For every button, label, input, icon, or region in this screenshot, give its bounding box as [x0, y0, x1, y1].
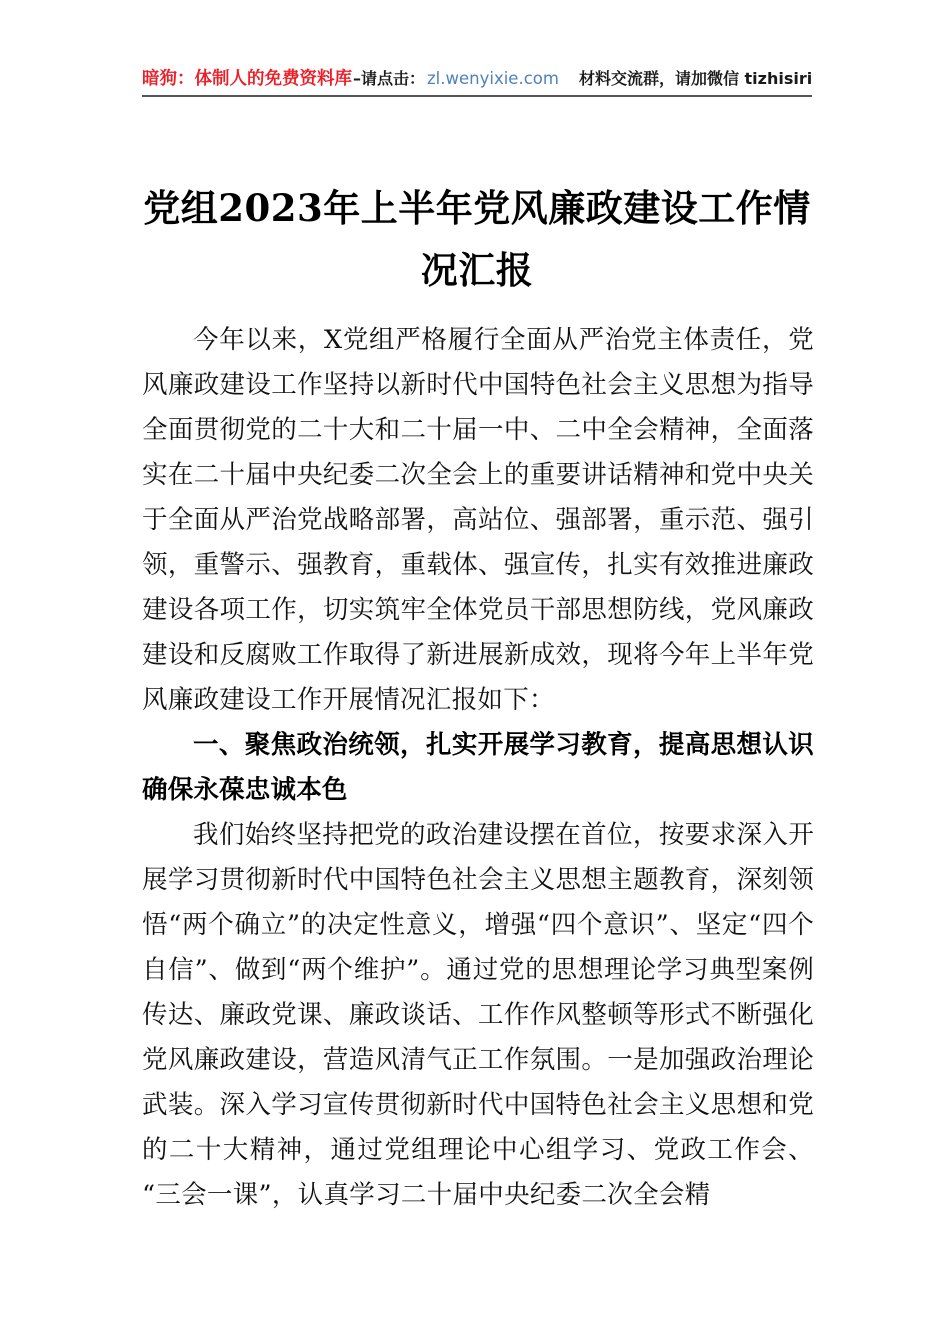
promo-click-prompt: –请点击： — [353, 69, 426, 88]
intro-paragraph: 今年以来，X党组严格履行全面从严治党主体责任，党风廉政建设工作坚持以新时代中国特色社会主义思想为指导全面贯彻党的二十大和二十届一中、二中全会精神，全面落实在二十届中央纪委二次全会上的重要讲话精神和党中央关于全面从严治党战略部署，高站位、强部署，重示范、强引领，重警示、强教育，重载体、强宣传，扎实有效推进廉政建设各项工作，切实筑牢全体党员干部思想防线，党风廉政建设和反腐败工作取得了新进展新成效，现将今年上半年党风廉政建设工作开展情况汇报如下： — [142, 325, 814, 715]
section-one-paragraph: 我们始终坚持把党的政治建设摆在首位，按要求深入开展学习贯彻新时代中国特色社会主义思想主题教育，深刻领悟“两个确立”的决定性意义，增强“四个意识”、坚定“四个自信”、做到“两个维护”。通过党的思想理论学习典型案例传达、廉政党课、廉政谈话、工作作风整顿等形式不断强化党风廉政建设，营造风清气正工作氛围。一是加强政治理论武装。深入学习宣传贯彻新时代中国特色社会主义思想和党的二十大精神，通过党组理论中心组学习、党政工作会、“三会一课”，认真学习二十届中央纪委二次全会精 — [142, 820, 814, 1210]
promo-brand-label: 暗狗：体制人的免费资料库 — [142, 69, 352, 89]
document-body — [142, 318, 814, 1218]
section-heading-one: 一、聚焦政治统领，扎实开展学习教育，提高思想认识确保永葆忠诚本色 — [142, 730, 814, 805]
promo-header-divider — [142, 95, 812, 97]
promo-site-link[interactable]: zl.wenyixie.com — [427, 69, 559, 88]
promo-header-banner — [142, 62, 812, 96]
promo-wechat-label: 材料交流群，请加微信 tizhisiri — [578, 69, 813, 88]
page-title: 党组2023年上半年党风廉政建设工作情况汇报 — [143, 185, 811, 292]
